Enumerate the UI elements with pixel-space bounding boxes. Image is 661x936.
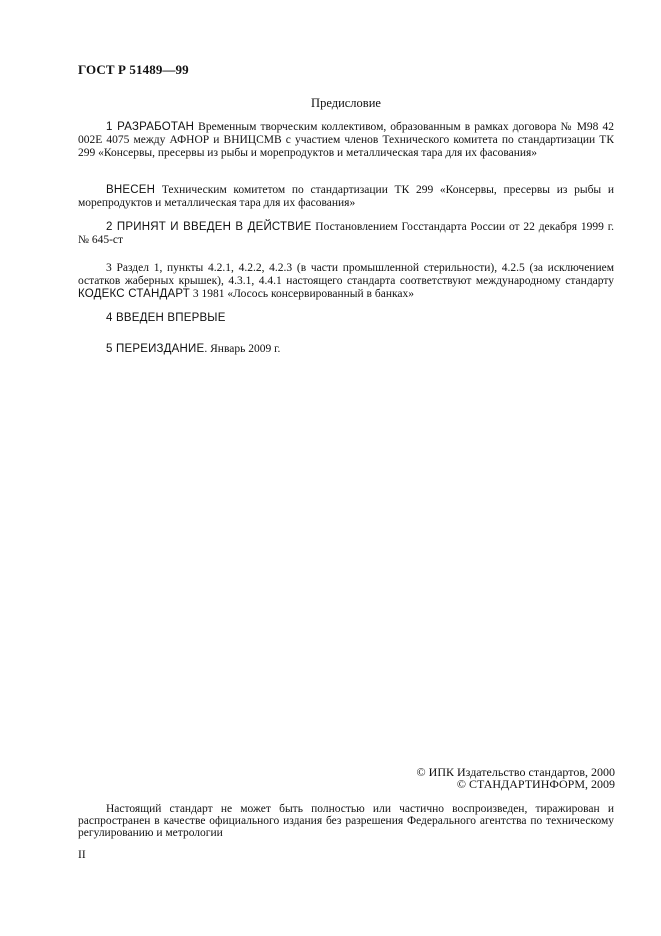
foreword-item-2-lead: 2 ПРИНЯТ И ВВЕДЕН В ДЕЙСТВИЕ <box>106 221 312 233</box>
foreword-item-1-text: Временным творческим коллективом, образованным в рамках договора № М98 42 002Е 4075 между АФНОР и ВНИЦСМВ с участием членов Технического комитета по стандартизации ТК 299 «Консервы, пресервы из рыбы и морепродуктов и металлическая тара для их фасования» <box>78 121 614 159</box>
foreword-item-3-text: 3 1981 «Лосось консервированный в банках» <box>189 288 414 300</box>
foreword-item-2-text: Постановлением Госстандарта России от 22 декабря 1999 г. № 645-ст <box>78 221 614 246</box>
foreword-item-5-lead: 5 ПЕРЕИЗДАНИЕ <box>106 343 205 355</box>
foreword-item-4 <box>78 312 614 325</box>
copyright-line-2: © СТАНДАРТИНФОРМ, 2009 <box>456 777 615 791</box>
page-title: Предисловие <box>311 96 381 110</box>
foreword-item-5-text: . Январь 2009 г. <box>204 343 281 355</box>
foreword-item-introduced <box>78 184 614 210</box>
foreword-item-3-emph: КОДЕКС СТАНДАРТ <box>78 288 190 300</box>
foreword-item-introduced-lead: ВНЕСЕН <box>106 184 156 196</box>
foreword-item-5 <box>78 343 614 356</box>
page-number: II <box>78 849 86 861</box>
foreword-item-1-lead: 1 РАЗРАБОТАН <box>106 121 195 133</box>
standard-code: ГОСТ Р 51489—99 <box>78 62 189 77</box>
reproduction-notice: Настоящий стандарт не может быть полностью или частично воспроизведен, тиражирован и распространен в качестве официального издания без разрешения Федерального агентства по техническому регулированию и метрологии <box>78 803 614 839</box>
foreword-item-1 <box>78 121 614 160</box>
foreword-item-3 <box>78 262 614 301</box>
foreword-item-2 <box>78 221 614 247</box>
foreword-item-introduced-text: Техническим комитетом по стандартизации ТК 299 «Консервы, пресервы из рыбы и морепродуктов и металлическая тара для их фасования» <box>78 184 614 209</box>
copyright-line-1: © ИПК Издательство стандартов, 2000 <box>416 765 615 779</box>
foreword-item-3-lead: 3 Раздел 1, пункты 4.2.1, 4.2.2, 4.2.3 (в части промышленной стерильности), 4.2.5 (за исключением остатков жаберных крышек), 4.3.1, 4.4.1 настоящего стандарта соответствуют международному стандарту <box>78 262 614 287</box>
foreword-item-4-lead: 4 ВВЕДЕН ВПЕРВЫЕ <box>106 312 226 324</box>
